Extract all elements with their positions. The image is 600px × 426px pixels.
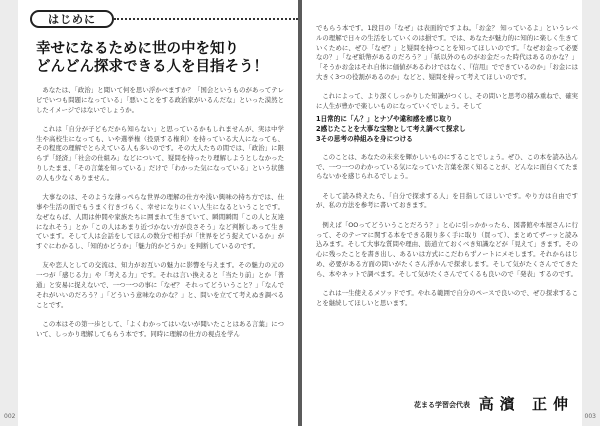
signature-name: 高濱 正伸: [478, 395, 574, 413]
section-header-label: はじめに: [30, 10, 114, 28]
title-line-1: 幸せになるために世の中を知り: [36, 41, 239, 57]
page-number-left: 002: [4, 413, 16, 420]
body-paragraph: 例えば「OOってどういうことだろう？」と心に引っかかったら、図書館や本屋さんに行って、そのテーマに関する本をできる限り多く手に取り（買って）、まとめてザーッと読み込みます。そして大事な質問や理由、筋道立ておくべき知識などが「見えて」きます。その心に残ったことを書き出し、あるいは方式にこだわらずノートにメモします。それからはじめ、必要がある方面の問いがたくさん浮かんで探求します。そして気がたくさんでてきたら、本やネットで調べます。そして気がたくさんでてくるも良いので「発表」するのです。: [316, 220, 578, 278]
title-line-2: どんどん探求できる人を目指そう！: [36, 59, 268, 75]
right-side-strip: [582, 0, 600, 426]
body-paragraph: この本はその第一歩として、「よくわかってはいないが聞いたことはある言葉」について、しっかり理解してもらう本です。同時に理解の仕方の視点を学ん: [36, 319, 284, 338]
body-paragraph: 大事なのは、そのような薄っぺらな世界の理解の仕方や浅い興味の持ち方では、仕事や生活の面でもうまく行きづらく、幸せになりにくい人生になるということです。なぜならば、人間は仲間や家族たちに囲まれて生きていて、瞬間瞬間「この人と友達になれそう」とか「この人はあまり近づかない方が良さそう」など判断しあって生きています。そして人は会話をしてほんの数分で相手が「世界をどう捉えているか」がすぐにわかるし、「知的かどうか」「魅力的かどうか」を判断しているのです。: [36, 193, 284, 251]
right-page: [302, 0, 600, 426]
right-body-text: [316, 24, 578, 318]
body-paragraph: これは「自分が子どもだから知らない」と思っているかもしれませんが、実は中学生や高校生になっても、いや選挙権（投票する権利）を持っている大人になっても、その程度の理解でとらえている人も多いのです。その大人たちの間では、「政治」に限らず「経済」「社会の仕組み」などについて、疑問を持ったり理解しようとしなかったりしたまま、「その言葉を知っている」だけで「わかった気になっている」という状態の人も少なくありません。: [36, 124, 284, 182]
left-page: [0, 0, 298, 426]
header-dotted-rule: [114, 18, 298, 20]
author-signature: [414, 376, 574, 416]
body-paragraph: これによって、より深くしっかりした知識がつくし、その問いと思考の積み重ねで、確実に人生が豊かで楽しいものになっていくでしょう。そして: [316, 92, 578, 111]
body-paragraph: これは一生使えるメソッドです。やれる範囲で自分のペースで良いので、ぜひ探求することを継続してほしいと思います。: [316, 289, 578, 307]
body-paragraph: でもらう本です。1段目の「なぜ」は表面的ですよね。「お金？ 知っているよ」というレベルの理解で日々の生活をしていくのは損です。では、あなたが魅力的に知的に楽しく生きていくために、ぜひ「なぜ？」と疑問を持つことを知ってほしいのです。「なぜお金って必要なの？」「なぜ紙幣があるのだろう？」「紙以外のものがお金だった時代はあるのかな？」「そうかお金はそれ自体に価値があるわけではなく、『信用』でできているのか」「お金には大きく3つの役割があるのか」などと、疑問を持って考えてほしいのです。: [316, 24, 578, 81]
body-paragraph: あなたは、「政治」と聞いて何を思い浮かべますか？「国会というものがあってテレビでいつも問題になっている」「悪いことをする政治家がいるんだな」といった漠然としたイメージではないでしょうか。: [36, 86, 284, 114]
signature-organization: 花まる学習会代表: [414, 401, 470, 409]
key-point-item: 1日常的に「ん？」とナゾや違和感を感じ取り: [316, 115, 453, 124]
page-title: [36, 40, 286, 76]
left-body-text: [36, 86, 284, 349]
key-point-item: 2感じたことを大事な宝物として考え調べて探求し: [316, 125, 466, 134]
key-points-list: [316, 115, 578, 144]
page-number-right: 003: [584, 413, 596, 420]
body-paragraph: 友や恋人としての交流は、知力がお互いの魅力に影響を与えます。その魅力の元の一つが「感じる力」や「考える力」です。それは言い換えると「当たり前」とか「普通」と安易に捉えないで、一つ一つの事に「なぜ？ それってどういうこと？」「なんでそれがいいのだろう？」「どういう意味なのかな？」と、問いを立てて考えぬき調べることです。: [36, 261, 284, 309]
body-paragraph: そして読み終えたら、「自分で探求する人」を目指してほしいです。やり方は自由ですが、私の方法を参考に書いておきます。: [316, 191, 578, 210]
left-side-strip: [0, 0, 18, 426]
key-point-item: 3その思考の枠組みを身につける: [316, 134, 413, 143]
body-paragraph: このことは、あなたの未来を輝かしいものにすることでしょう。ぜひ、この本を読み込んで、一つ一つのわかっている気になっていた言葉を深く知ることが、どんなに面白くてたまらないかを感じられるでしょう。: [316, 152, 578, 181]
